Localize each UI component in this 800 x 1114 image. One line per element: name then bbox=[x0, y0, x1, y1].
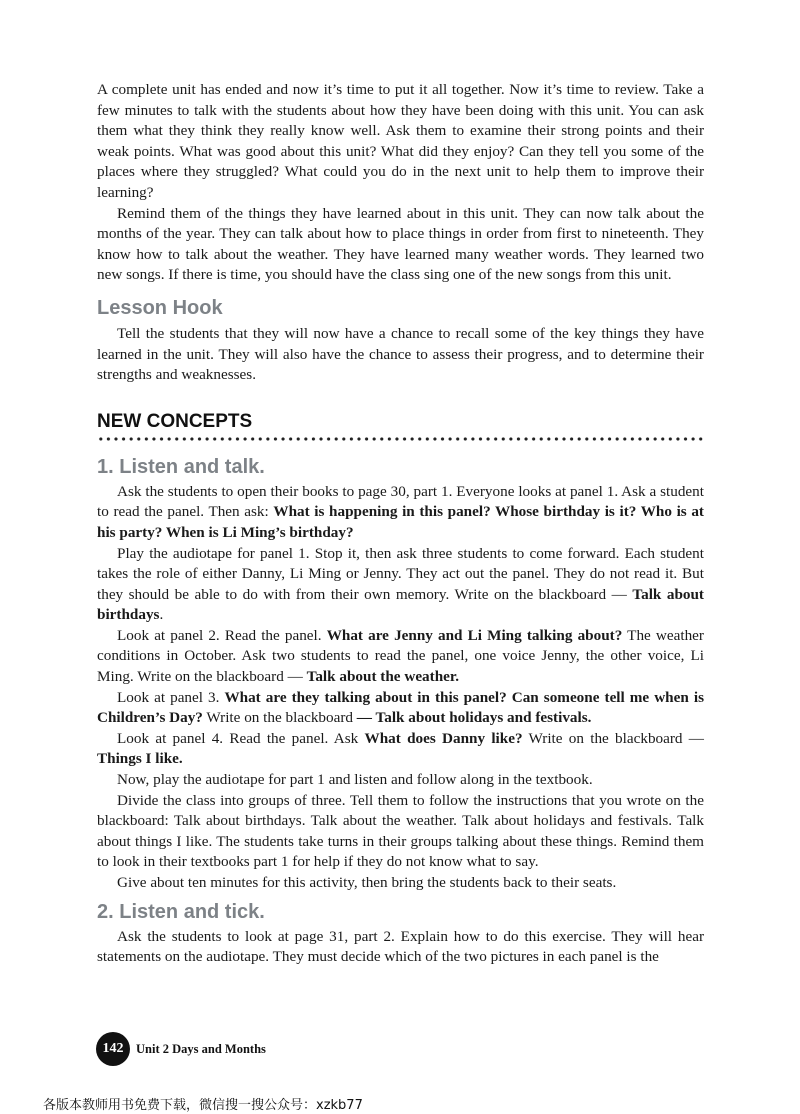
page-number-badge: 142 bbox=[96, 1032, 130, 1066]
section-2-heading: 2. Listen and tick. bbox=[97, 900, 265, 923]
section-1-paragraph-1 bbox=[97, 482, 704, 544]
text-span: Look at panel 2. Read the panel. bbox=[117, 626, 327, 644]
text-span: Write on the blackboard bbox=[202, 709, 357, 727]
lesson-hook-paragraph: Tell the students that they will now have a chance to recall some of the key things they have learned in the unit. They will also have the chance to assess their progress, and to determine their strengths and weaknesses. bbox=[97, 324, 704, 384]
page-footer bbox=[96, 1032, 266, 1066]
text-span: . bbox=[159, 606, 164, 624]
question-text: What is happening in this panel? Whose birthday is it? Who is at his party? When is Li Ming’s birthday? bbox=[97, 503, 704, 541]
section-1-paragraph-7: Divide the class into groups of three. Tell them to follow the instructions that you wrote on the blackboard: Talk about birthdays. Talk about the weather. Talk about holidays and festivals. Talk about things I like. The students take turns in their groups talking about these things. Remind them to look in their textbooks part 1 for help if they do not know what to say. bbox=[97, 791, 704, 871]
section-1-heading: 1. Listen and talk. bbox=[97, 455, 265, 478]
lesson-hook-heading: Lesson Hook bbox=[97, 296, 223, 319]
section-1-paragraph-3 bbox=[97, 626, 704, 688]
section-1-paragraph-6: Now, play the audiotape for part 1 and listen and follow along in the textbook. bbox=[117, 771, 593, 789]
question-text: What does Danny like? bbox=[364, 729, 523, 747]
blackboard-text: Things I like. bbox=[97, 750, 183, 768]
section-1-paragraph-4 bbox=[97, 688, 704, 729]
section-1-paragraph-8: Give about ten minutes for this activity, then bring the students back to their seats. bbox=[117, 874, 617, 891]
text-span: Look at panel 4. Read the panel. Ask bbox=[117, 729, 365, 747]
page-content bbox=[97, 80, 704, 968]
blackboard-text: Talk about the weather. bbox=[306, 668, 460, 686]
section-1-paragraph-2 bbox=[97, 544, 704, 626]
text-span: Ask the students to open their books to page 30, part 1. Everyone looks at panel 1. Ask a student to read the panel. Then ask: bbox=[97, 482, 704, 521]
new-concepts-heading: NEW CONCEPTS bbox=[97, 410, 253, 432]
watermark-text: 各版本教师用书免费下载，微信搜一搜公众号：xzkb77 bbox=[43, 1098, 363, 1113]
question-text: What are Jenny and Li Ming talking about? bbox=[326, 626, 623, 644]
text-span: Play the audiotape for panel 1. Stop it, then ask three students to come forward. Each student takes the role of either Danny, Li Ming or Jenny. They act out the panel. They do not read it. But they should be able to do with from their own memory. Write on the blackboard — bbox=[97, 544, 704, 603]
text-span: Write on the blackboard — bbox=[522, 729, 704, 747]
question-text: What are they talking about in this panel? Can someone tell me when is Children’s Day? bbox=[97, 688, 704, 727]
blackboard-text: Talk about birthdays bbox=[97, 585, 704, 624]
intro-paragraph-2: Remind them of the things they have learned about in this unit. They can now talk about the months of the year. They can talk about how to place things in order from first to nineteenth. They know how to talk about the weather. They have learned many weather words. They learned two new songs. If there is time, you should have the class sing one of the new songs from this unit. bbox=[97, 204, 704, 284]
text-span: The weather conditions in October. Ask two students to read the panel, one voice Jenny, the other voice, Li Ming. Write on the blackboard — bbox=[97, 626, 704, 686]
intro-paragraph-1: A complete unit has ended and now it’s time to put it all together. Now it’s time to review. Take a few minutes to talk with the students about how they have been doing with this unit. You can ask them what they think they really know well. Ask them to examine their strong points and their weak points. What was good about this unit? What did they enjoy? Can they tell you some of the places where they struggled? What could you do in the next unit to help them to improve their learning? bbox=[97, 81, 704, 201]
section-2-paragraph-1: Ask the students to look at page 31, part 2. Explain how to do this exercise. They will hear statements on the audiotape. They must decide which of the two pictures in each panel is the bbox=[97, 927, 704, 966]
unit-title: Unit 2 Days and Months bbox=[136, 1041, 266, 1056]
section-1-paragraph-5 bbox=[97, 729, 704, 770]
blackboard-text: — Talk about holidays and festivals. bbox=[356, 709, 592, 727]
text-span: Look at panel 3. bbox=[117, 688, 225, 706]
dotted-divider bbox=[97, 437, 704, 441]
